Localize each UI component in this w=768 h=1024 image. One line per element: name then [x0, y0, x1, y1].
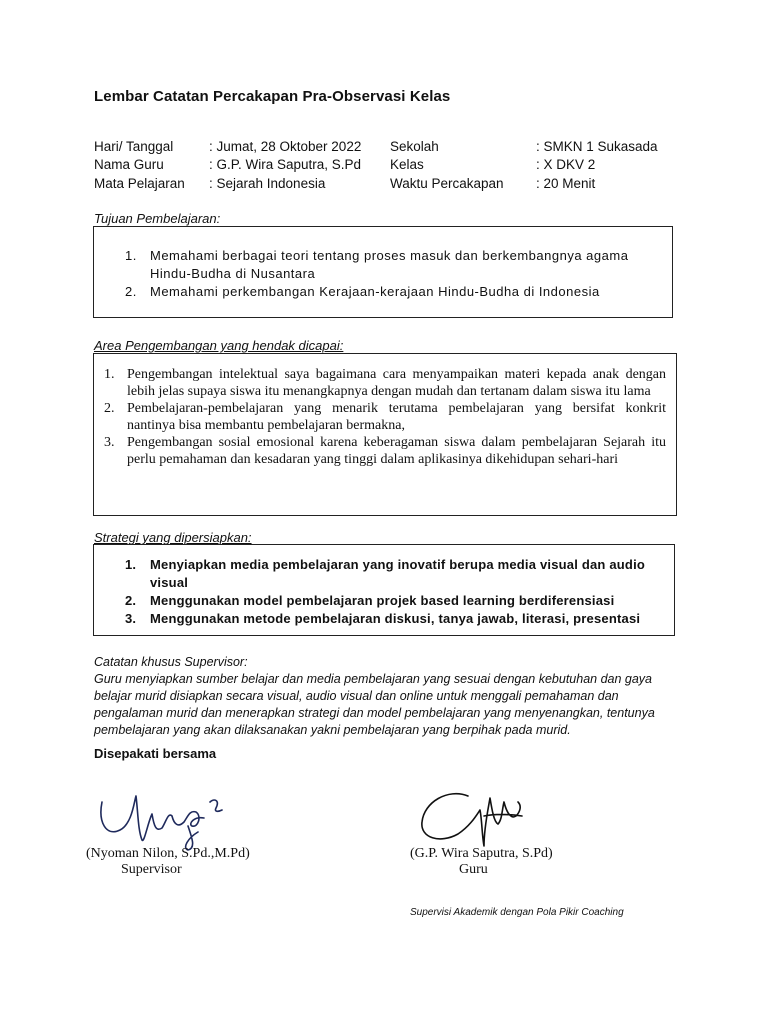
supervisor-role: Supervisor — [121, 862, 182, 877]
strategi-label: Strategi yang dipersiapkan: — [94, 530, 252, 545]
tujuan-list — [94, 227, 672, 301]
supervisor-name: (Nyoman Nilon, S.Pd.,M.Pd) — [86, 846, 250, 861]
list-item: 1. Memahami berbagai teori tentang proses masuk dan berkembangnya agama Hindu-Budha di Nusantara — [125, 248, 629, 281]
strategi-box — [93, 544, 675, 636]
list-item: 2. Menggunakan model pembelajaran projek based learning berdiferensiasi — [125, 593, 615, 608]
supervisor-note — [94, 654, 684, 739]
footer-text: Supervisi Akademik dengan Pola Pikir Coaching — [410, 907, 624, 918]
info-row-teacher — [0, 157, 768, 177]
list-item: 3. Menggunakan metode pembelajaran diskusi, tanya jawab, literasi, presentasi — [125, 611, 641, 626]
list-item: 3. Pengembangan sosial emosional karena keberagaman siswa dalam pembelajaran Sejarah itu perlu pemahaman dan kesadaran yang tinggi dalam aplikasinya dikehidupan sehari-hari — [104, 435, 666, 467]
tujuan-label: Tujuan Pembelajaran: — [94, 211, 221, 226]
teacher-signature — [418, 780, 528, 850]
area-box — [93, 353, 677, 516]
info-label: Hari/ Tanggal — [94, 139, 174, 154]
agreement-label: Disepakati bersama — [94, 746, 217, 761]
info-value: : SMKN 1 Sukasada — [536, 139, 658, 154]
teacher-role: Guru — [459, 862, 488, 877]
info-value: : X DKV 2 — [536, 157, 596, 172]
info-row-date — [0, 139, 768, 159]
info-label: Nama Guru — [94, 157, 164, 172]
list-item: 2. Memahami perkembangan Kerajaan-kerajaan Hindu-Budha di Indonesia — [125, 284, 600, 299]
area-list — [94, 354, 676, 468]
info-label: Sekolah — [390, 139, 439, 154]
info-value: : 20 Menit — [536, 176, 596, 191]
info-value: : G.P. Wira Saputra, S.Pd — [209, 157, 362, 172]
info-label: Waktu Percakapan — [390, 176, 504, 191]
info-label: Mata Pelajaran — [94, 176, 185, 191]
supervisor-note-text: Guru menyiapkan sumber belajar dan media pembelajaran yang sesuai dengan kebutuhan dan gaya belajar murid disiapkan secara visual, audio visual dan online untuk menggali pemahaman dan pengalaman murid dan menerapkan strategi dan model pembelajaran yang menyenangkan, tentunya pembelajaran yang akan dilaksanakan yakni pembelajaran yang berpihak pada murid. — [94, 672, 655, 737]
info-label: Kelas — [390, 157, 424, 172]
area-label: Area Pengembangan yang hendak dicapai: — [94, 338, 344, 353]
tujuan-box — [93, 226, 673, 318]
info-row-subject — [0, 176, 768, 196]
document-title: Lembar Catatan Percakapan Pra-Observasi Kelas — [94, 88, 451, 105]
list-item: 2. Pembelajaran-pembelajaran yang menarik terutama pembelajaran yang bersifat konkrit nantinya bisa membantu pembelajaran bermakna, — [104, 401, 666, 433]
strategi-list — [94, 545, 674, 628]
list-item: 1. Menyiapkan media pembelajaran yang inovatif berupa media visual dan audio visual — [125, 557, 646, 590]
list-item: 1. Pengembangan intelektual saya bagaimana cara menyampaikan materi kepada anak dengan lebih jelas supaya siswa itu menangkapnya dengan mudah dan tertanam dalam siswa itu lama — [104, 367, 666, 399]
info-value: : Jumat, 28 Oktober 2022 — [209, 139, 362, 154]
info-value: : Sejarah Indonesia — [209, 176, 326, 191]
supervisor-note-label: Catatan khusus Supervisor: — [94, 655, 248, 669]
teacher-name: (G.P. Wira Saputra, S.Pd) — [410, 846, 553, 861]
supervisor-signature — [92, 782, 242, 852]
